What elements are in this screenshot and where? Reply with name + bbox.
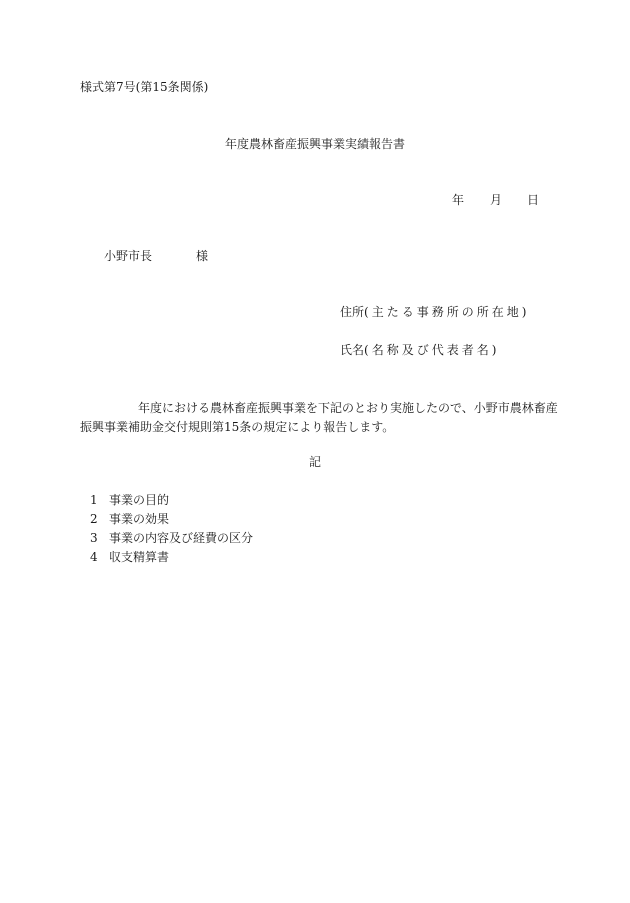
applicant-address (340, 306, 529, 318)
item-number: 3 (90, 531, 98, 545)
list-item (90, 510, 253, 529)
ki-heading: 記 (308, 455, 321, 469)
applicant-name (340, 344, 499, 356)
item-label: 事業の目的 (109, 493, 170, 507)
date-year: 年 (452, 193, 465, 207)
item-label: 収支精算書 (109, 550, 170, 564)
addressee (104, 250, 208, 262)
body-line-2: 振興事業補助金交付規則第15条の規定により報告します。 (80, 420, 395, 434)
body-paragraph (80, 399, 560, 437)
item-number: 4 (90, 550, 98, 564)
item-label: 事業の効果 (109, 512, 170, 526)
addressee-name: 小野市長 (104, 249, 153, 263)
item-number: 1 (90, 493, 98, 507)
addressee-honorific: 様 (196, 249, 209, 263)
body-line-1: 年度における農林畜産振興事業を下記のとおり実施したので、小野市農林畜産 (138, 401, 558, 415)
item-label: 事業の内容及び経費の区分 (109, 531, 254, 545)
item-number: 2 (90, 512, 98, 526)
name-label: 氏名 (340, 343, 365, 357)
form-number: 様式第7号(第15条関係) (80, 80, 209, 94)
list-item (90, 529, 253, 548)
list-item (90, 491, 253, 510)
item-list (90, 491, 253, 567)
document-title: 年度農林畜産振興事業実績報告書 (224, 137, 405, 151)
date-day: 日 (527, 193, 540, 207)
address-label: 住所 (340, 305, 365, 319)
date-line (452, 194, 539, 206)
date-month: 月 (490, 193, 503, 207)
address-note: (主たる事務所の所在地) (364, 305, 530, 319)
name-note: (名称及び代表者名) (364, 343, 500, 357)
list-item (90, 548, 253, 567)
